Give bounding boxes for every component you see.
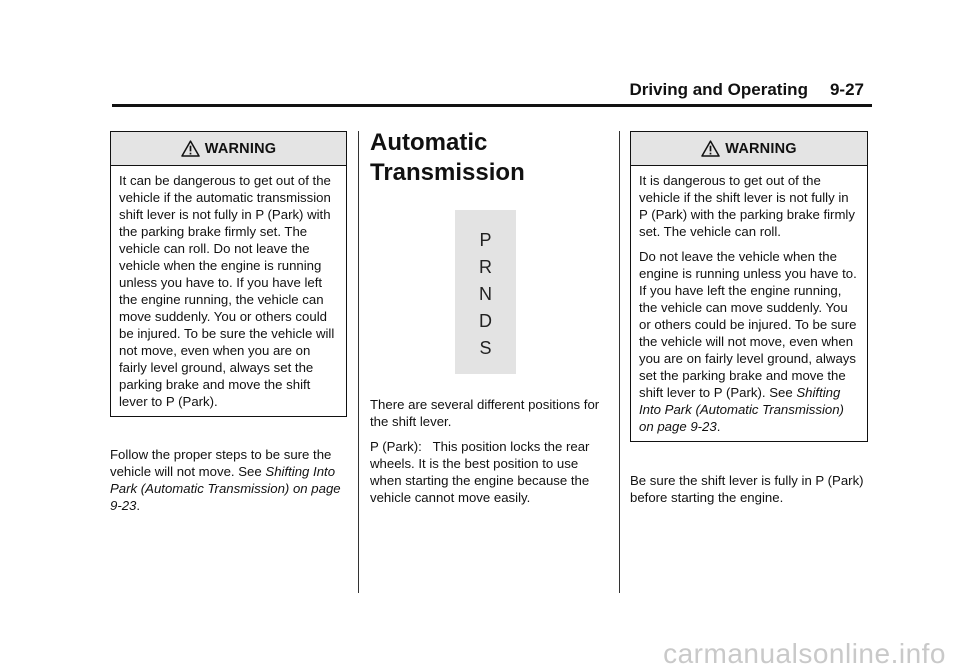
left-paragraph: Follow the proper steps to be sure the vehicle will not move. See Shifting Into Park (Automatic Transmission) on page 9-23.	[110, 447, 341, 513]
warning-text: It can be dangerous to get out of the vehicle if the automatic transmission shift lever is not fully in P (Park) with the parking brake firmly set. The vehicle can roll. Do not leave the vehicle when the engine is running unless you have to. If you have left the engine running, the vehicle can move suddenly. You or others could be injured. To be sure the vehicle will not move, even when you are on fairly level ground, always set the parking brake and move the shift lever to P (Park).	[119, 173, 335, 409]
gear-p: P	[479, 230, 492, 250]
column-divider-right	[619, 131, 620, 593]
shift-indicator-panel	[455, 210, 516, 374]
gear-d: D	[479, 311, 492, 331]
cross-reference-link[interactable]: Shifting Into Park (Automatic Transmission) on page 9-23	[110, 464, 341, 513]
warning-header	[631, 132, 867, 166]
warning-header	[111, 132, 346, 166]
warning-title: WARNING	[725, 140, 797, 157]
section-heading: Automatic Transmission	[370, 129, 525, 186]
warning-text-1: It is dangerous to get out of the vehicle if the shift lever is not fully in P (Park) with the parking brake firmly set. The vehicle can roll.	[639, 173, 855, 239]
warning-text-2: Do not leave the vehicle when the engine is running unless you have to. If you have left the engine running, the vehicle can move suddenly. You or others could be injured. To be sure the vehicle will not move, even when you are on fairly level ground, always set the parking brake and move the shift lever to P (Park). See	[639, 249, 857, 400]
page-header	[112, 78, 872, 105]
warning-triangle-icon	[701, 140, 720, 157]
watermark: carmanualsonline.info	[663, 638, 946, 669]
warning-box-left	[110, 131, 347, 417]
intro-text: There are several different positions for the shift lever.	[370, 397, 600, 429]
gear-n: N	[479, 284, 492, 304]
warning-box-right: WARNING It is dangerous to get out of the vehicle if the shift lever is not fully in P (Park) with the parking brake firmly set. The vehicle can roll. Do not leave the vehicle when the engine is running unless you have to. If you have left the engine running, the vehicle can move suddenly. You or others could be injured. To be sure the vehicle will not move, even when you are on fairly level ground, always set the parking brake and move the shift lever to P (Park). See Shifting Into Park (Automatic Transmission) on page 9-23.	[630, 131, 868, 442]
paragraph-text: Follow the proper steps to be sure the vehicle will not move. See	[110, 447, 332, 479]
gear-r: R	[479, 257, 492, 277]
warning-title: WARNING	[204, 140, 277, 157]
middle-paragraphs	[370, 396, 606, 514]
column-divider-left	[358, 131, 359, 593]
header-rule	[112, 104, 872, 107]
cross-reference-link[interactable]: Shifting Into Park (Automatic Transmission) on page 9-23	[639, 385, 844, 434]
park-term: P (Park):	[370, 439, 422, 454]
warning-triangle-icon	[181, 140, 200, 157]
right-paragraph	[630, 472, 866, 514]
page-number: 9-27	[829, 80, 864, 99]
park-description: This position locks the rear wheels. It is the best position to use when starting the engine because the vehicle cannot move easily.	[370, 439, 590, 505]
paragraph-text: Be sure the shift lever is fully in P (Park) before starting the engine.	[630, 473, 864, 505]
gear-s: S	[479, 338, 492, 358]
section-title-header: Driving and Operating	[629, 80, 808, 99]
